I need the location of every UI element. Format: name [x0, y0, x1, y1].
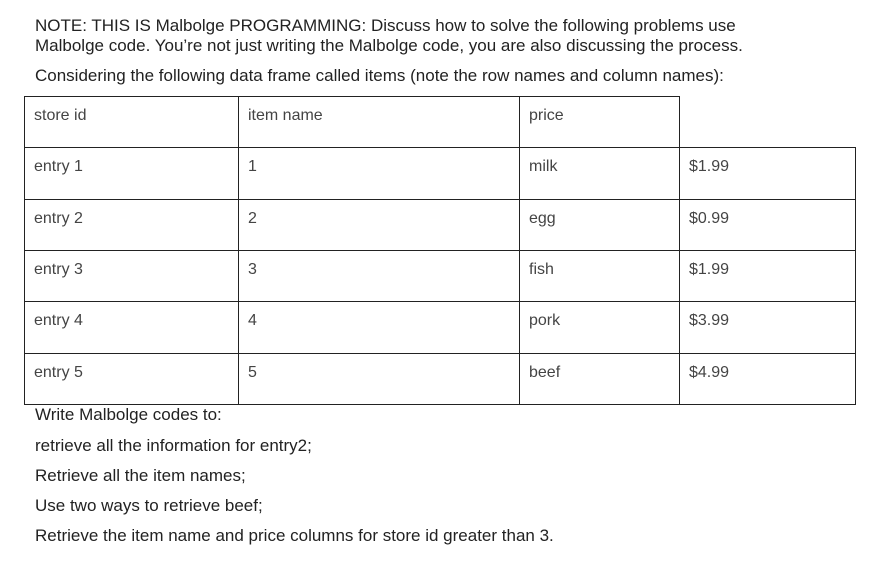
task-item: retrieve all the information for entry2;: [35, 436, 312, 455]
row-label-cell: entry 3: [24, 250, 239, 302]
header-cell-price: price: [519, 96, 680, 148]
item-name-cell: fish: [519, 250, 680, 302]
task-item: Retrieve the item name and price columns for store id greater than 3.: [35, 526, 554, 545]
item-name-cell: milk: [519, 147, 680, 200]
row-label-cell: entry 2: [24, 199, 239, 251]
price-cell: $3.99: [679, 301, 856, 354]
price-cell: $1.99: [679, 147, 856, 200]
store-id-cell: 5: [238, 353, 520, 405]
store-id-cell: 3: [238, 250, 520, 302]
price-cell: $0.99: [679, 199, 856, 251]
row-label-cell: entry 4: [24, 301, 239, 354]
header-cell-item-name: item name: [238, 96, 520, 148]
note-paragraph: [35, 16, 743, 56]
write-heading: Write Malbolge codes to:: [35, 405, 222, 424]
item-name-cell: egg: [519, 199, 680, 251]
task-item: Retrieve all the item names;: [35, 466, 246, 485]
store-id-cell: 1: [238, 147, 520, 200]
note-line-2: Malbolge code. You’re not just writing the Malbolge code, you are also discussing the process.: [35, 36, 743, 55]
item-name-cell: pork: [519, 301, 680, 354]
price-cell: $1.99: [679, 250, 856, 302]
row-label-cell: entry 1: [24, 147, 239, 200]
intro-text: Considering the following data frame called items (note the row names and column names):: [35, 66, 724, 85]
note-line-1: NOTE: THIS IS Malbolge PROGRAMMING: Discuss how to solve the following problems use: [35, 16, 736, 35]
task-item: Use two ways to retrieve beef;: [35, 496, 263, 515]
store-id-cell: 2: [238, 199, 520, 251]
header-cell-store-id: store id: [24, 96, 239, 148]
item-name-cell: beef: [519, 353, 680, 405]
price-cell: $4.99: [679, 353, 856, 405]
row-label-cell: entry 5: [24, 353, 239, 405]
store-id-cell: 4: [238, 301, 520, 354]
